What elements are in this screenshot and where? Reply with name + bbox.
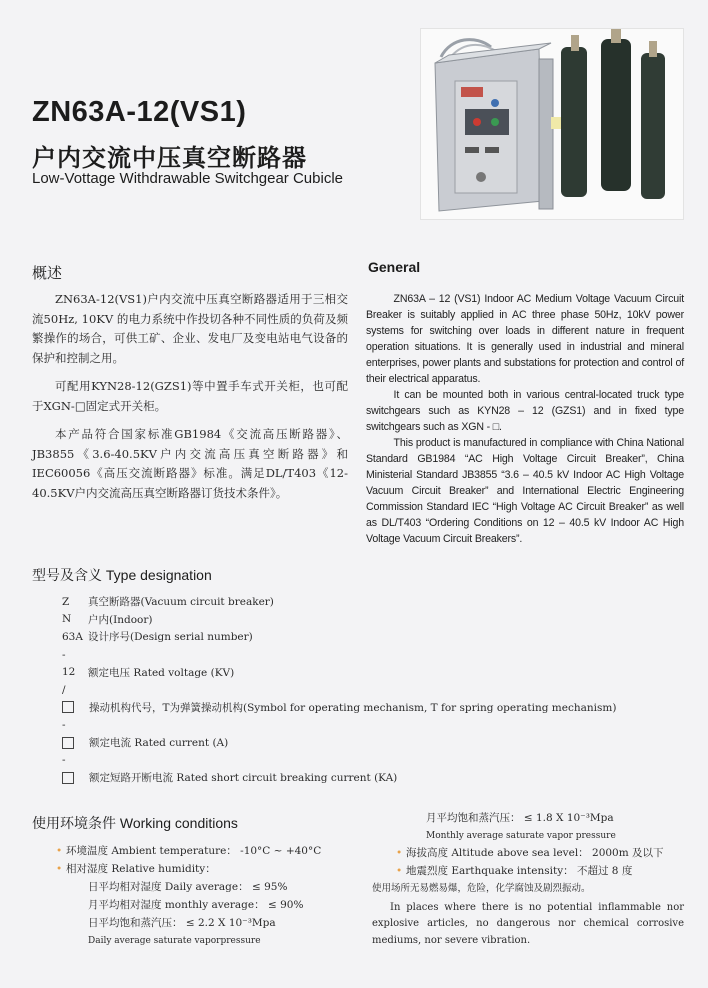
monthly-vapor-pressure: 月平均饱和蒸汽压： ≤ 1.8 X 10⁻³Mpa xyxy=(426,812,614,824)
bullet-dot-icon: • xyxy=(56,863,63,875)
humidity-label: 相对湿度 Relative humidity： xyxy=(66,863,216,875)
usage-conditions-cn: 使用场所无易燃易爆，危险，化学腐蚀及剧烈振动。 xyxy=(372,883,591,894)
designation-code: Z xyxy=(62,595,70,608)
general-paragraph-cn: ZN63A-12(VS1)户内交流中压真空断路器适用于三相交流50Hz, 10KV 的电力系统中作投切各种不同性质的负荷及频繁操作的场合，可供工矿、企业、发电厂及变电站电气设备的保护和控制之用。 xyxy=(32,292,348,365)
working-conditions-right xyxy=(372,810,684,949)
earthquake-intensity: 地震烈度 Earthquake intensity： 不超过 8 度 xyxy=(406,864,633,877)
general-paragraph-cn: 本产品符合国家标准GB1984《交流高压断路器》、JB3855《3.6-40.5KV户内交流高压真空断路器》和IEC60056《高压交流断路器》标准。满足DL/T403《12-40.5KV户内交流高压真空断路器订货技术条件》。 xyxy=(32,427,348,500)
general-paragraph-en: This product is manufactured in compliance with China National Standard GB1984 “AC High Voltage Circuit Breaker”, China Ministerial Standard JB3855 “3.6 – 40.5 kV Indoor AC High Voltage Vacuum Circuit Breaker” and International Electric Engineering Commission Standard IEC “High Voltage AC Circuit Breaker” as well as DL/T403 “Ordering Conditions on 12 – 40.5 kV Indoor AC High Voltage Vacuum Circuit Breakers”. xyxy=(366,437,684,545)
general-paragraph-en: ZN63A – 12 (VS1) Indoor AC Medium Voltage Vacuum Circuit Breaker is suitably applied in AC three phase 50Hz, 10kV power systems for switching over loads in different nature in frequent operation situations. It is generally used in industrial and mineral enterprises, power plants and substations for protection and control of their electrical apparatus. xyxy=(366,293,684,385)
placeholder-box-icon xyxy=(62,737,74,749)
designation-code: / xyxy=(62,683,66,696)
designation-text: 真空断路器(Vacuum circuit breaker) xyxy=(88,596,274,609)
monthly-average-humidity: 月平均相对湿度 monthly average： ≤ 90% xyxy=(88,899,304,911)
type-designation-title-cn: 型号及含义 xyxy=(32,568,102,584)
daily-average-humidity: 日平均相对湿度 Daily average： ≤ 95% xyxy=(88,881,288,893)
designation-row xyxy=(62,593,616,611)
designation-code: 12 xyxy=(62,666,76,679)
general-heading-en: General xyxy=(368,259,421,275)
working-conditions-title xyxy=(32,813,238,833)
designation-text: 操动机构代号，T为弹簧操动机构(Symbol for operating mechanism, T for spring operating mechanism) xyxy=(89,701,617,714)
type-designation-title-en: Type designation xyxy=(105,567,212,583)
general-text-en xyxy=(366,291,684,547)
type-designation-title xyxy=(32,565,212,585)
altitude: 海拔高度 Altitude above sea level： 2000m 及以下 xyxy=(406,847,664,859)
product-title-cn: 户内交流中压真空断路器 xyxy=(32,144,307,172)
vacuum-breaker-illustration xyxy=(421,29,683,219)
designation-code: - xyxy=(62,648,66,661)
product-title-en: Low-Vottage Withdrawable Switchgear Cubicle xyxy=(32,170,343,187)
designation-text: 额定电流 Rated current (A) xyxy=(89,737,229,750)
bullet-dot-icon: • xyxy=(56,845,63,857)
product-photo xyxy=(420,28,684,220)
designation-row xyxy=(62,769,616,787)
placeholder-box-icon xyxy=(62,772,74,784)
general-heading-cn: 概述 xyxy=(32,264,63,282)
designation-row xyxy=(62,716,616,734)
working-conditions-title-en: Working conditions xyxy=(119,815,238,831)
designation-code: - xyxy=(62,718,66,731)
bullet-dot-icon: • xyxy=(396,864,403,877)
designation-row xyxy=(62,646,616,664)
working-conditions-left xyxy=(56,842,321,950)
ambient-temperature: 环境温度 Ambient temperature： -10°C ~ +40°C xyxy=(66,845,322,857)
designation-text: 设计序号(Design serial number) xyxy=(88,631,253,644)
general-paragraph-cn: 可配用KYN28-12(GZS1)等中置手车式开关柜，也可配于XGN-□固定式开关柜。 xyxy=(32,379,348,413)
designation-row xyxy=(62,734,616,752)
daily-vapor-pressure: 日平均饱和蒸汽压： ≤ 2.2 X 10⁻³Mpa xyxy=(88,917,276,929)
designation-text: 额定短路开断电流 Rated short circuit breaking current (KA) xyxy=(89,772,398,785)
designation-row xyxy=(62,681,616,699)
bullet-dot-icon: • xyxy=(396,847,403,859)
designation-code: 63A xyxy=(62,630,83,643)
working-conditions-title-cn: 使用环境条件 xyxy=(32,815,116,831)
monthly-vapor-pressure-en: Monthly average saturate vapor pressure xyxy=(426,830,616,841)
daily-vapor-pressure-en: Daily average saturate vaporpressure xyxy=(88,936,261,946)
model-title: ZN63A-12(VS1) xyxy=(32,96,247,128)
general-text-cn xyxy=(32,290,348,512)
designation-row xyxy=(62,663,616,681)
placeholder-box-icon xyxy=(62,701,74,713)
designation-text: 额定电压 Rated voltage (KV) xyxy=(88,666,235,679)
type-designation-list xyxy=(62,593,616,787)
designation-code: - xyxy=(62,754,66,767)
designation-text: 户内(Indoor) xyxy=(88,613,153,626)
designation-row xyxy=(62,699,616,717)
general-paragraph-en: It can be mounted both in various central-located truck type switchgears such as KYN28 – 12 (GZS1) and in fixed type switchgears such as XGN - □. xyxy=(366,389,684,433)
designation-code: N xyxy=(62,613,72,626)
designation-row xyxy=(62,611,616,629)
usage-conditions-en: In places where there is no potential inflammable nor explosive articles, no dangerous nor chemical corrosive mediums, nor severe vibration. xyxy=(372,901,684,946)
designation-row xyxy=(62,751,616,769)
designation-row xyxy=(62,628,616,646)
